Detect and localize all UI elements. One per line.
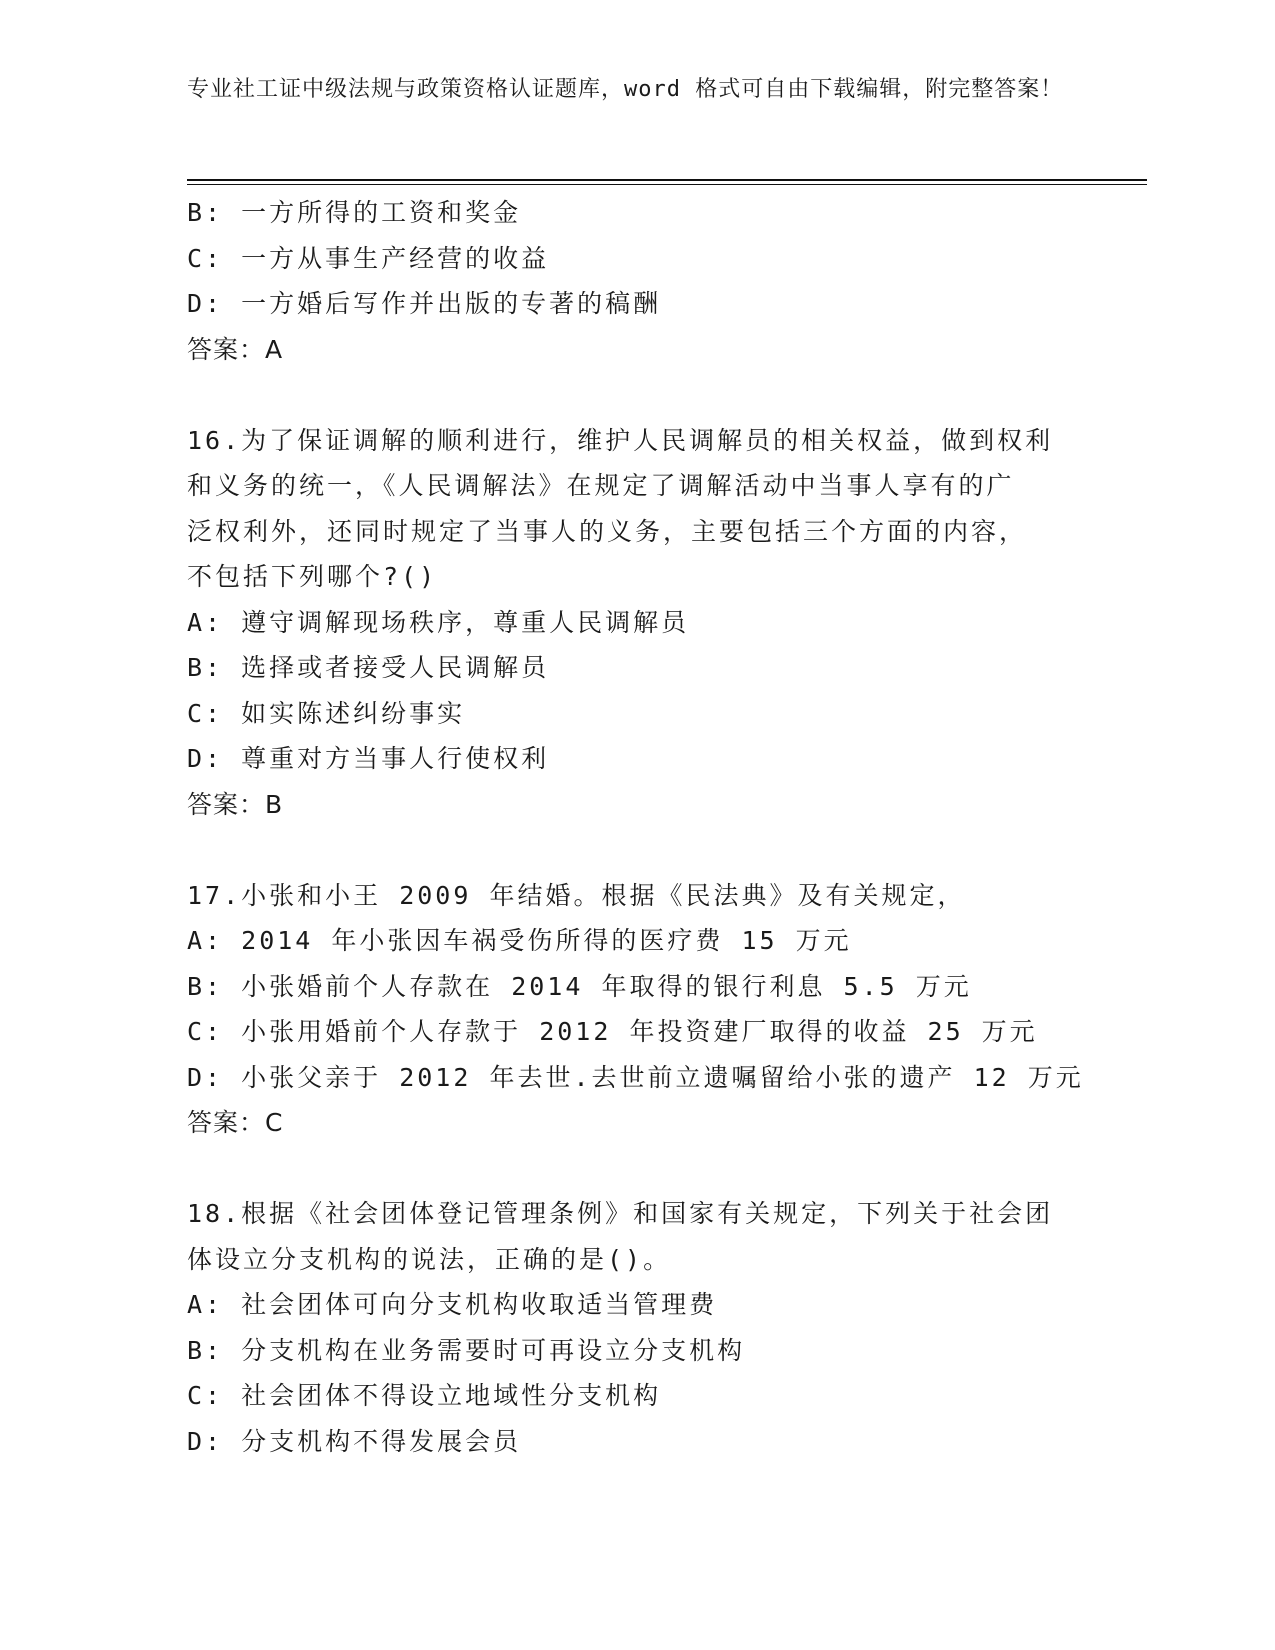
option-line: C: 如实陈述纠纷事实 xyxy=(187,698,466,728)
option-line: A: 2014 年小张因车祸受伤所得的医疗费 15 万元 xyxy=(187,926,852,955)
question-stem-line: 18.根据《社会团体登记管理条例》和国家有关规定，下列关于社会团 xyxy=(187,1199,1054,1228)
option-line: D: 一方婚后写作并出版的专著的稿酬 xyxy=(187,289,662,318)
question-stem-line: 体设立分支机构的说法，正确的是()。 xyxy=(187,1244,672,1274)
option-line: D: 尊重对方当事人行使权利 xyxy=(187,744,550,773)
header-rule-thick xyxy=(187,179,1147,181)
option-line: C: 一方从事生产经营的收益 xyxy=(187,243,550,273)
document-header: 专业社工证中级法规与政策资格认证题库，word 格式可自由下载编辑，附完整答案！ xyxy=(187,77,1064,102)
option-line: B: 分支机构在业务需要时可再设立分支机构 xyxy=(187,1335,746,1365)
question-block xyxy=(187,418,1147,828)
option-line: D: 分支机构不得发展会员 xyxy=(187,1426,522,1456)
option-line: D: 小张父亲于 2012 年去世.去世前立遗嘱留给小张的遗产 12 万元 xyxy=(187,1062,1084,1092)
answer-line: 答案：C xyxy=(187,1108,284,1137)
spacer xyxy=(187,1146,1147,1192)
answer-line: 答案：B xyxy=(187,789,284,819)
option-line: B: 选择或者接受人民调解员 xyxy=(187,653,550,682)
spacer xyxy=(187,372,1147,418)
option-line: B: 一方所得的工资和奖金 xyxy=(187,198,522,227)
question-content xyxy=(187,190,1147,1464)
option-line: B: 小张婚前个人存款在 2014 年取得的银行利息 5.5 万元 xyxy=(187,971,972,1001)
option-line: A: 社会团体可向分支机构收取适当管理费 xyxy=(187,1290,718,1319)
header-rule-thin xyxy=(187,184,1147,185)
question-block xyxy=(187,873,1147,1146)
question-stem-line: 和义务的统一，《人民调解法》在规定了调解活动中当事人享有的广 xyxy=(187,471,1015,500)
question-stem-line: 不包括下列哪个?() xyxy=(187,562,438,591)
question-block xyxy=(187,1191,1147,1464)
question-stem-line: 泛权利外，还同时规定了当事人的义务，主要包括三个方面的内容， xyxy=(187,516,1028,546)
option-line: C: 小张用婚前个人存款于 2012 年投资建厂取得的收益 25 万元 xyxy=(187,1017,1038,1046)
answer-line: 答案：A xyxy=(187,334,284,364)
question-stem-line: 17.小张和小王 2009 年结婚。根据《民法典》及有关规定， xyxy=(187,880,966,910)
option-line: A: 遵守调解现场秩序，尊重人民调解员 xyxy=(187,607,690,637)
spacer xyxy=(187,827,1147,873)
option-line: C: 社会团体不得设立地域性分支机构 xyxy=(187,1381,662,1410)
question-stem-line: 16.为了保证调解的顺利进行，维护人民调解员的相关权益，做到权利 xyxy=(187,425,1054,455)
